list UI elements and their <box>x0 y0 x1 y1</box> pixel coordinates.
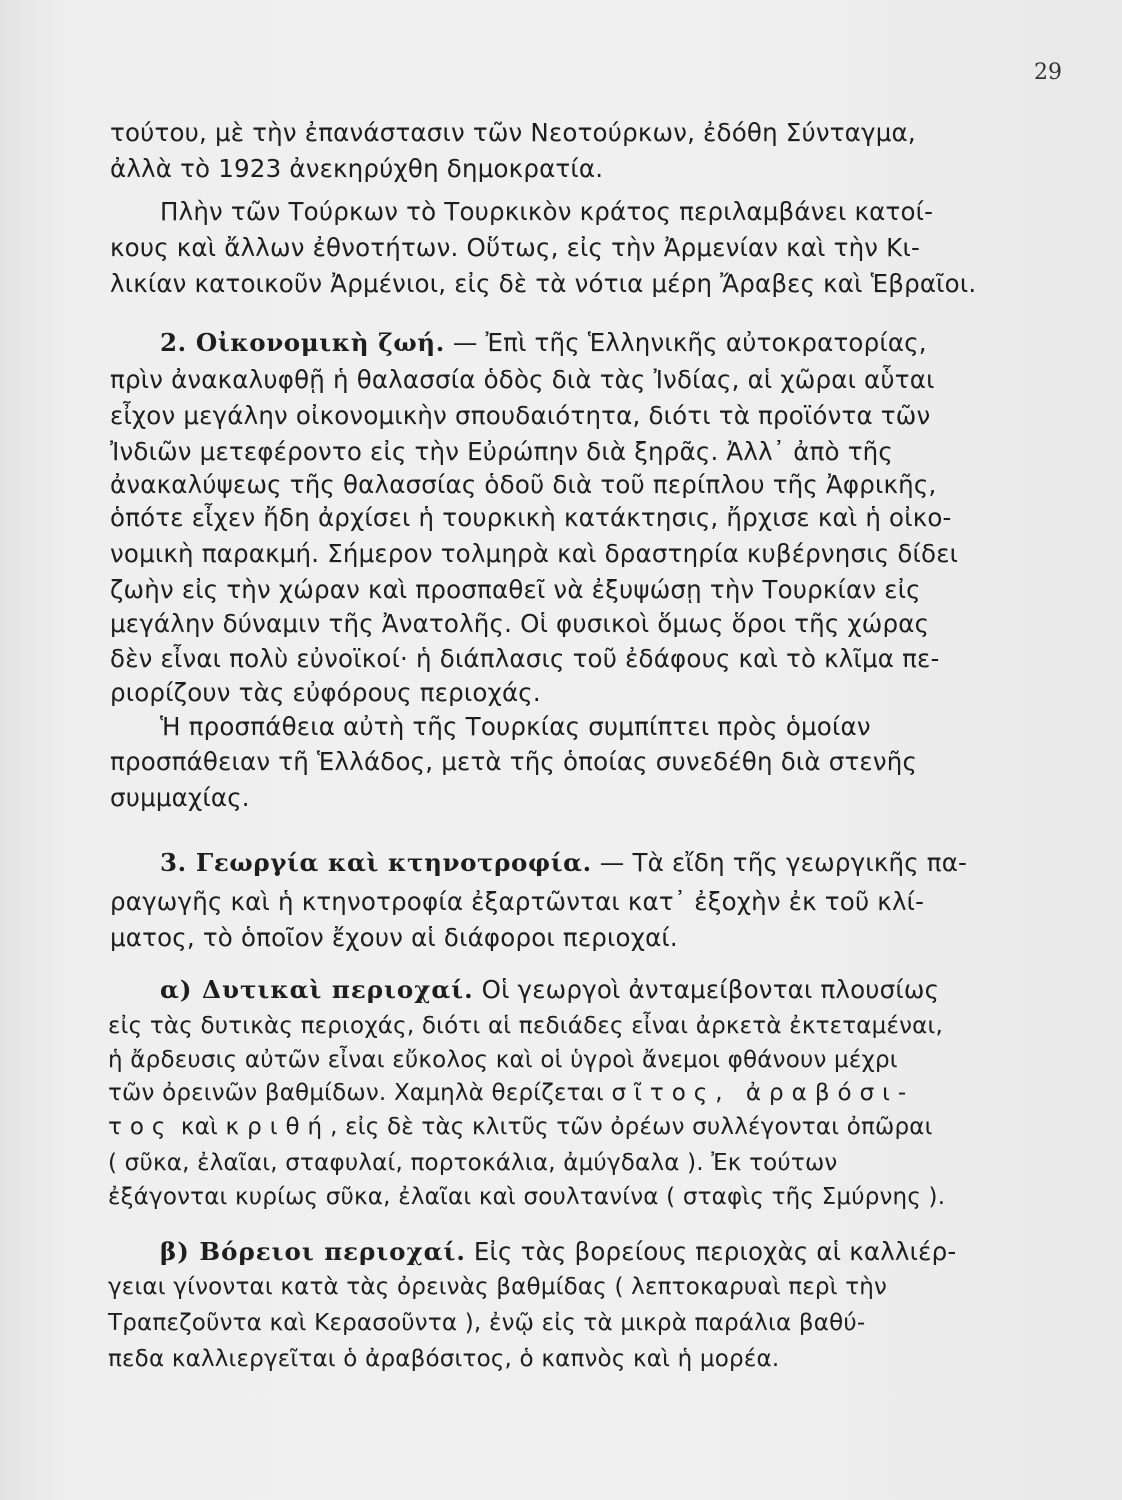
text-line: Ἰνδιῶν μετεφέροντο εἰς τὴν Εὐρώπην διὰ ξηρᾶς. Ἀλλ᾽ ἀπὸ τῆς <box>110 437 893 466</box>
text-line: ἐξάγονται κυρίως σῦκα, ἐλαῖαι καὶ σουλτανίνα ( σταφὶς τῆς Σμύρνης ). <box>108 1184 946 1210</box>
text-line: ὁπότε εἶχεν ἤδη ἀρχίσει ἡ τουρκικὴ κατάκτησις, ἤρχισε καὶ ἡ οἰκο- <box>110 503 952 532</box>
text-line: δὲν εἶναι πολὺ εὐνοϊκοί· ἡ διάπλασις τοῦ ἐδάφους καὶ τὸ κλῖμα πε- <box>110 644 940 673</box>
section-heading: 3. Γεωργία καὶ κτηνοτροφία. <box>160 848 592 877</box>
text-line: συμμαχίας. <box>110 783 250 812</box>
text-line: ἀνακαλύψεως τῆς θαλασσίας ὁδοῦ διὰ τοῦ περίπλου τῆς Ἀφρικῆς, <box>110 470 937 499</box>
text-line: τούτου, μὲ τὴν ἐπανάστασιν τῶν Νεοτούρκων, ἐδόθη Σύνταγμα, <box>110 118 916 147</box>
text-line: ματος, τὸ ὁποῖον ἔχουν αἱ διάφοροι περιοχαί. <box>110 923 678 952</box>
text-line: ζωὴν εἰς τὴν χώραν καὶ προσπαθεῖ νὰ ἐξυψώσῃ τὴν Τουρκίαν εἰς <box>110 575 921 604</box>
subsection-heading-line: α) Δυτικαὶ περιοχαί. Οἱ γεωργοὶ ἀνταμείβονται πλουσίως <box>160 975 940 1004</box>
text-line: πεδα καλλιεργεῖται ὁ ἀραβόσιτος, ὁ καπνὸς καὶ ἡ μορέα. <box>108 1346 780 1372</box>
text-line: τῶν ὀρεινῶν βαθμίδων. Χαμηλὰ θερίζεται σῖτος, ἀραβόσι- <box>108 1080 915 1106</box>
subsection-heading-line: β) Βόρειοι περιοχαί. Εἰς τὰς βορείους περιοχὰς αἱ καλλιέρ- <box>160 1237 957 1266</box>
text-line: ραγωγῆς καὶ ἡ κτηνοτροφία ἐξαρτῶνται κατ᾽ ἐξοχὴν ἐκ τοῦ κλί- <box>110 887 925 916</box>
text-line: τος καὶ κριθή, εἰς δὲ τὰς κλιτῦς τῶν ὀρέων συλλέγονται ὀπῶραι <box>108 1114 933 1140</box>
text-line: εἰς τὰς δυτικὰς περιοχάς, διότι αἱ πεδιάδες εἶναι ἀρκετὰ ἐκτεταμέναι, <box>108 1013 944 1039</box>
text-line: Τραπεζοῦντα καὶ Κερασοῦντα ), ἐνῷ εἰς τὰ μικρὰ παράλια βαθύ- <box>108 1310 866 1336</box>
text-line: ( σῦκα, ἐλαῖαι, σταφυλαί, πορτοκάλια, ἀμύγδαλα ). Ἐκ τούτων <box>108 1150 838 1176</box>
text-line: μεγάλην δύναμιν τῆς Ἀνατολῆς. Οἱ φυσικοὶ ὅμως ὅροι τῆς χώρας <box>110 609 930 638</box>
text-line: γειαι γίνονται κατὰ τὰς ὀρεινὰς βαθμίδας ( λεπτοκαρυαὶ περὶ τὴν <box>108 1274 888 1300</box>
text-line: πρὶν ἀνακαλυφθῇ ἡ θαλασσία ὁδὸς διὰ τὰς Ἰνδίας, αἱ χῶραι αὗται <box>110 365 935 394</box>
text-line: νομικὴ παρακμή. Σήμερον τολμηρὰ καὶ δραστηρία κυβέρνησις δίδει <box>110 539 959 568</box>
text-line: Ἡ προσπάθεια αὐτὴ τῆς Τουρκίας συμπίπτει πρὸς ὁμοίαν <box>160 712 871 741</box>
text-line: ριορίζουν τὰς εὐφόρους περιοχάς. <box>110 678 541 707</box>
text-line: ἡ ἄρδευσις αὐτῶν εἶναι εὔκολος καὶ οἱ ὑγροὶ ἄνεμοι φθάνουν μέχρι <box>108 1047 898 1073</box>
text-line: εἶχον μεγάλην οἰκονομικὴν σπουδαιότητα, διότι τὰ προϊόντα τῶν <box>110 401 931 430</box>
subsection-heading: β) Βόρειοι περιοχαί. <box>160 1237 466 1266</box>
section-heading: 2. Οἰκονομικὴ ζωή. <box>160 328 445 357</box>
page-number: 29 <box>1034 60 1062 85</box>
text-line: προσπάθειαν τῆ Ἑλλάδος, μετὰ τῆς ὁποίας συνεδέθη διὰ στενῆς <box>110 747 918 776</box>
subsection-heading: α) Δυτικαὶ περιοχαί. <box>160 975 474 1004</box>
section-heading-line: 3. Γεωργία καὶ κτηνοτροφία. — Τὰ εἴδη τῆς γεωργικῆς πα- <box>160 848 968 877</box>
text-line: κους καὶ ἄλλων ἐθνοτήτων. Οὕτως, εἰς τὴν Ἀρμενίαν καὶ τὴν Κι- <box>110 233 920 262</box>
text-line: λικίαν κατοικοῦν Ἀρμένιοι, εἰς δὲ τὰ νότια μέρη Ἄραβες καὶ Ἑβραῖοι. <box>110 269 977 298</box>
section-heading-line: 2. Οἰκονομικὴ ζωή. — Ἐπὶ τῆς Ἑλληνικῆς αὐτοκρατορίας, <box>160 328 927 357</box>
text-line: Πλὴν τῶν Τούρκων τὸ Τουρκικὸν κράτος περιλαμβάνει κατοί- <box>160 197 934 226</box>
text-line: ἀλλὰ τὸ 1923 ἀνεκηρύχθη δημοκρατία. <box>110 154 604 183</box>
